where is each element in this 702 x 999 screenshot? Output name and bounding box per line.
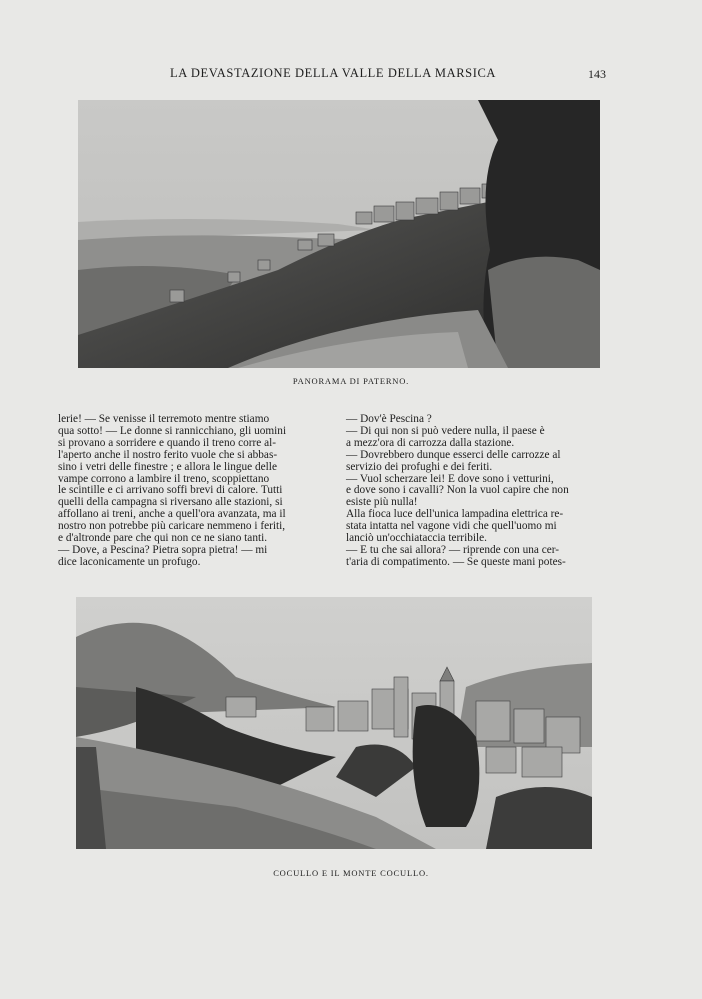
text-line: lanciò un'occhiataccia terribile. bbox=[346, 532, 487, 545]
text-line: quelli della campagna si riversano alle stazioni, si bbox=[58, 496, 283, 509]
figure-caption-2: COCULLO E IL MONTE COCULLO. bbox=[273, 868, 429, 878]
text-line: qua sotto! — Le donne si rannicchiano, gli uomini bbox=[58, 424, 287, 437]
text-column-left bbox=[58, 414, 329, 569]
text-column-right bbox=[346, 414, 615, 569]
text-line: Alla fioca luce dell'unica lampadina elettrica re- bbox=[346, 508, 564, 521]
text-line: lerie! — Se venisse il terremoto mentre stiamo bbox=[58, 413, 270, 425]
text-line: t'aria di compatimento. — Se queste mani potes- bbox=[346, 555, 566, 568]
text-line: — Di qui non si può vedere nulla, il paese è bbox=[346, 424, 545, 437]
text-line: — Dov'è Pescina ? bbox=[346, 413, 432, 425]
text-line: l'aperto anche il nostro ferito vuole che si abbas- bbox=[58, 448, 278, 461]
photo-cocullo bbox=[76, 597, 592, 849]
running-head bbox=[0, 66, 702, 84]
text-line: nostro non potrebbe più caricare nemmeno i feriti, bbox=[58, 520, 286, 533]
text-line: sino i vetri delle finestre ; e allora le lingue delle bbox=[58, 460, 277, 473]
text-line: si provano a sorridere e quando il treno corre al- bbox=[58, 436, 277, 449]
text-line: a mezz'ora di carrozza dalla stazione. bbox=[346, 436, 515, 449]
text-line: vampe corrono a lambire il treno, scoppiettano bbox=[58, 472, 270, 485]
text-line: — Dovrebbero dunque esserci delle carrozze al bbox=[346, 448, 561, 461]
text-line: esiste più nulla! bbox=[346, 496, 418, 509]
text-line: — Vuol scherzare lei! E dove sono i vetturini, bbox=[346, 472, 554, 485]
text-line: — Dove, a Pescina? Pietra sopra pietra! — mi bbox=[58, 543, 268, 556]
text-line: affollano ai treni, anche a quell'ora avanzata, ma il bbox=[58, 508, 286, 521]
text-line: dice laconicamente un profugo. bbox=[58, 555, 201, 568]
text-line: — E tu che sai allora? — riprende con una cer- bbox=[346, 543, 560, 556]
text-line: e dove sono i cavalli? Non la vuol capire che non bbox=[346, 484, 569, 497]
page-number: 143 bbox=[588, 67, 606, 81]
text-line: servizio dei profughi e dei feriti. bbox=[346, 460, 493, 473]
text-line: le scintille e ci arrivano soffi brevi di calore. Tutti bbox=[58, 484, 283, 497]
figure-caption-1: PANORAMA DI PATERNO. bbox=[292, 376, 410, 386]
text-line: e d'altronde pare che qui non ce ne siano tanti. bbox=[58, 532, 268, 545]
text-line: stata intatta nel vagone vidi che quell'uomo mi bbox=[346, 520, 557, 533]
photo-panorama-paterno bbox=[78, 100, 600, 368]
running-title: LA DEVASTAZIONE DELLA VALLE DELLA MARSICA bbox=[170, 66, 497, 80]
